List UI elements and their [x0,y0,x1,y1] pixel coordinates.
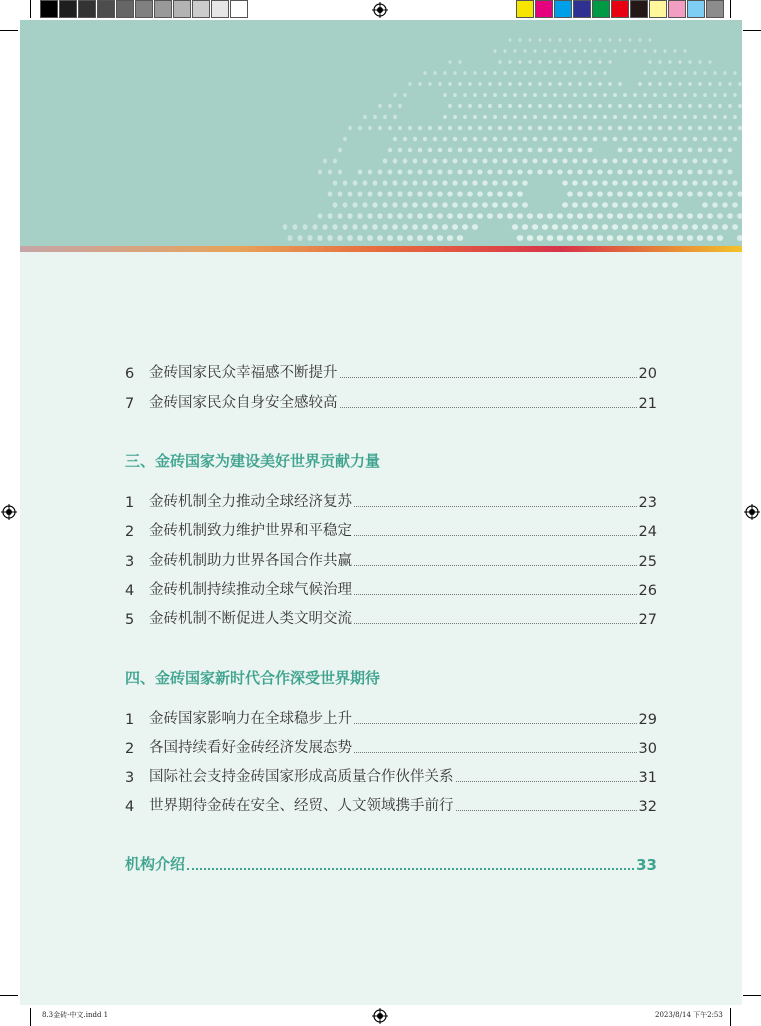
toc-entry[interactable] [125,518,657,540]
crop-mark [0,30,18,31]
globe-dot [707,191,712,196]
entry-title: 金砖机制助力世界各国合作共赢 [149,553,352,569]
color-swatch [554,0,572,18]
globe-dot [707,213,713,219]
page-sheet [20,20,742,1005]
entry-title: 机构介绍 [125,855,186,873]
globe-dot [728,169,733,174]
dot-leader [187,868,634,870]
entry-page: 24 [638,524,657,540]
entry-title: 金砖机制持续推动全球气候治理 [149,582,352,598]
globe-dot [668,148,673,153]
globe-dot [713,71,716,75]
globe-dot [668,104,672,108]
entry-title: 金砖国家民众幸福感不断提升 [149,365,338,381]
globe-dot [702,224,708,230]
crop-mark [0,995,18,996]
dot-leader [456,781,637,782]
globe-dot [657,235,663,241]
globe-dot [693,93,697,97]
gray-swatch [59,0,77,18]
dot-leader [354,594,637,595]
globe-dot [732,224,738,230]
globe-dot [703,137,707,142]
globe-dot [728,148,733,153]
globe-dot [723,71,726,75]
color-swatch [706,0,724,18]
entry-title: 世界期待金砖在安全、经贸、人文领域携手前行 [149,798,454,814]
gray-swatch [192,0,210,18]
globe-dot [682,180,687,185]
entry-number: 5 [125,612,135,628]
globe-dot [713,115,717,119]
globe-dot [663,137,668,142]
entry-page: 27 [638,612,657,628]
globe-dot [673,93,677,97]
globe-dot [727,213,733,219]
toc-entry[interactable] [125,489,657,511]
globe-dot [722,202,728,207]
globe-dot [664,49,667,53]
entry-page: 30 [638,741,657,757]
table-of-contents [125,20,657,1005]
globe-dot [658,60,661,64]
globe-dot [683,71,686,75]
globe-dot [703,93,707,97]
globe-dot [702,180,707,185]
crop-mark [743,30,761,31]
color-swatch [668,0,686,18]
toc-entry[interactable] [125,360,657,382]
entry-number: 7 [125,396,135,412]
entry-number: 3 [125,554,135,570]
entry-number: 4 [125,799,135,815]
registration-mark-top [372,2,388,18]
globe-dot [684,49,687,53]
globe-dot [678,104,682,108]
globe-dot [692,224,698,230]
section-heading[interactable]: 三、金砖国家为建设美好世界贡献力量 [125,452,381,470]
crop-mark [743,995,761,996]
globe-dot [682,224,688,230]
globe-dot [673,137,678,142]
toc-entry-org[interactable] [125,852,657,874]
globe-dot [663,115,667,119]
entry-page: 26 [638,583,657,599]
entry-page: 20 [638,366,657,382]
globe-dot [723,93,727,97]
globe-dot [672,202,678,207]
globe-dot [697,213,703,219]
globe-dot [683,137,688,142]
globe-dot [683,159,688,164]
dot-leader [354,623,637,624]
entry-title: 金砖机制全力推动全球经济复苏 [149,494,352,510]
globe-dot [708,104,712,108]
globe-dot [698,60,701,64]
globe-dot [662,224,668,230]
globe-dot [688,126,692,130]
globe-dot [677,213,683,219]
globe-dot [722,224,728,230]
globe-dot [717,235,723,241]
color-calibration-bar [516,0,725,20]
entry-title: 金砖国家民众自身安全感较高 [149,395,338,411]
globe-dot [713,159,718,164]
entry-page: 25 [638,554,657,570]
color-swatch [535,0,553,18]
entry-number: 1 [125,712,135,728]
globe-dot [688,104,692,108]
globe-dot [737,213,742,219]
grayscale-calibration-bar [40,0,249,20]
globe-dot [672,180,677,185]
entry-number: 2 [125,524,135,540]
globe-dot [678,126,682,130]
globe-dot [713,93,717,97]
entry-page: 31 [638,770,657,786]
globe-dot [703,71,706,75]
globe-dot [717,213,723,219]
registration-mark-bottom [372,1008,388,1024]
globe-dot [697,235,703,241]
color-swatch [687,0,705,18]
globe-dot [728,104,732,108]
entry-title: 金砖机制不断促进人类文明交流 [149,611,352,627]
globe-dot [662,159,667,164]
globe-dot [718,126,722,130]
globe-dot [712,224,718,230]
globe-dot [688,60,691,64]
crop-mark [730,0,731,18]
globe-dot [708,148,713,153]
globe-dot [663,93,667,97]
globe-dot [733,93,737,97]
entry-title: 金砖国家影响力在全球稳步上升 [149,711,352,727]
globe-dot [667,191,673,196]
globe-dot [708,60,711,64]
globe-dot [658,104,662,108]
globe-dot [708,126,712,130]
globe-dot [667,235,673,241]
entry-number: 4 [125,583,135,599]
globe-dot [677,235,683,241]
globe-dot [728,126,732,130]
entry-page: 21 [638,396,657,412]
color-swatch [630,0,648,18]
entry-page: 33 [636,856,657,874]
dot-leader [340,407,637,408]
registration-mark-left [1,504,17,520]
color-swatch [516,0,534,18]
globe-dot [712,180,717,185]
globe-dot [677,169,682,174]
dot-leader [340,377,637,378]
toc-entry[interactable] [125,606,657,628]
globe-dot [713,137,717,142]
globe-dot [678,148,683,153]
entry-number: 6 [125,366,135,382]
globe-dot [698,82,701,86]
globe-dot [717,191,722,196]
globe-dot [687,169,692,174]
globe-dot [703,159,708,164]
color-swatch [592,0,610,18]
gray-swatch [97,0,115,18]
globe-dot [667,213,673,219]
globe-dot [708,82,711,86]
globe-dot [668,126,672,130]
entry-page: 23 [638,495,657,511]
gray-swatch [230,0,248,18]
globe-dot [702,202,708,207]
globe-dot [673,71,676,75]
globe-dot [737,191,742,196]
toc-entry[interactable] [125,577,657,599]
globe-dot [657,191,663,196]
entry-title: 各国持续看好金砖经济发展态势 [149,740,352,756]
globe-dot [698,148,703,153]
globe-dot [733,137,737,142]
globe-dot [723,137,727,142]
globe-dot [688,148,693,153]
globe-dot [723,159,728,164]
dot-leader [354,506,637,507]
globe-dot [672,224,678,230]
globe-dot [668,82,672,86]
section-heading[interactable]: 四、金砖国家新时代合作深受世界期待 [125,669,381,687]
globe-dot [678,60,681,64]
globe-dot [658,126,662,130]
globe-dot [683,93,687,97]
globe-dot [693,115,697,119]
globe-dot [693,159,698,164]
toc-entry[interactable] [125,764,657,786]
color-swatch [611,0,629,18]
globe-dot [687,191,693,196]
crop-mark [730,1008,731,1026]
globe-dot [712,202,718,207]
color-swatch [649,0,667,18]
globe-dot [658,148,663,153]
globe-dot [707,169,712,174]
toc-entry[interactable] [125,706,657,728]
globe-dot [723,115,727,119]
entry-number: 1 [125,495,135,511]
gray-swatch [78,0,96,18]
gray-swatch [154,0,172,18]
globe-dot [662,202,668,207]
globe-dot [737,235,742,241]
globe-dot [688,82,692,86]
globe-dot [722,180,727,185]
globe-dot [697,191,703,196]
entry-title: 金砖机制致力维护世界和平稳定 [149,523,352,539]
entry-number: 2 [125,741,135,757]
crop-mark [30,0,31,18]
globe-dot [674,49,677,53]
globe-dot [703,115,707,119]
crop-mark [30,1008,31,1026]
gray-swatch [135,0,153,18]
globe-dot [717,169,722,174]
globe-dot [733,115,737,119]
globe-dot [687,235,693,241]
globe-dot [718,82,721,86]
globe-dot [663,71,666,75]
entry-number: 3 [125,770,135,786]
globe-dot [718,104,722,108]
toc-entry[interactable] [125,548,657,570]
registration-mark-right [744,504,760,520]
globe-dot [657,169,662,174]
slug-timestamp: 2023/8/14 下午2:53 [655,1011,723,1019]
entry-title: 国际社会支持金砖国家形成高质量合作伙伴关系 [149,769,454,785]
globe-dot [698,104,702,108]
dot-leader [354,752,637,753]
entry-page: 32 [638,799,657,815]
globe-dot [738,104,742,108]
globe-dot [698,126,702,130]
gray-swatch [116,0,134,18]
globe-dot [718,148,723,153]
globe-dot [677,191,683,196]
color-swatch [573,0,591,18]
globe-dot [728,82,731,86]
globe-dot [673,115,677,119]
dot-leader [354,535,637,536]
dot-leader [354,723,637,724]
globe-dot [687,213,693,219]
globe-dot [693,71,696,75]
dot-leader [354,565,637,566]
toc-entry[interactable] [125,390,657,412]
globe-dot [658,82,662,86]
globe-dot [678,82,682,86]
globe-dot [738,82,741,86]
globe-dot [738,126,742,130]
globe-dot [732,202,738,207]
globe-dot [683,115,687,119]
toc-entry[interactable] [125,793,657,815]
globe-dot [657,213,663,219]
globe-dot [662,180,667,185]
globe-dot [668,60,671,64]
globe-dot [732,180,737,185]
toc-entry[interactable] [125,735,657,757]
gray-swatch [173,0,191,18]
globe-dot [667,169,672,174]
dot-leader [456,810,637,811]
globe-dot [733,71,736,75]
entry-page: 29 [638,712,657,728]
globe-dot [727,191,732,196]
gray-swatch [40,0,58,18]
globe-dot [672,159,677,164]
globe-dot [692,180,697,185]
globe-dot [693,137,698,142]
globe-dot [707,235,713,241]
slug-filename: 8.3金砖-中文.indd 1 [42,1011,109,1019]
globe-dot [697,169,702,174]
gray-swatch [211,0,229,18]
